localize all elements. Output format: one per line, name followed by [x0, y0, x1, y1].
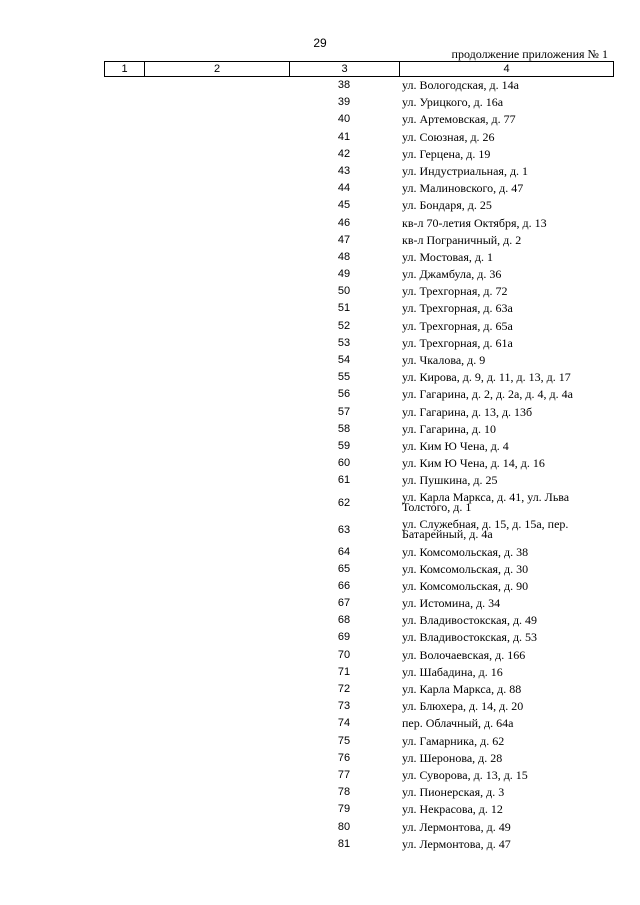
- row-address: ул. Комсомольская, д. 90: [402, 578, 529, 593]
- row-address: ул. Пионерская, д. 3: [402, 785, 505, 800]
- table-row: [0, 385, 640, 402]
- row-address: ул. Комсомольская, д. 30: [402, 561, 529, 576]
- row-number: 40: [337, 113, 351, 126]
- page-number: 29: [313, 36, 327, 50]
- table-row: [0, 196, 640, 213]
- row-number: 61: [337, 474, 351, 487]
- row-address: ул. Ким Ю Чена, д. 4: [402, 438, 509, 453]
- row-address: ул. Шеронова, д. 28: [402, 750, 503, 765]
- table-row: [0, 248, 640, 265]
- row-number: 65: [337, 562, 351, 575]
- row-number: 79: [337, 803, 351, 816]
- table-row: [0, 145, 640, 162]
- table-row: [0, 489, 640, 516]
- row-number: 68: [337, 614, 351, 627]
- table-row: [0, 594, 640, 611]
- table-row: [0, 351, 640, 368]
- row-number: 75: [337, 734, 351, 747]
- row-address: ул. Блюхера, д. 14, д. 20: [402, 699, 524, 714]
- table-row: [0, 818, 640, 835]
- table-row: [0, 800, 640, 817]
- table-row: [0, 663, 640, 680]
- row-address: ул. Малиновского, д. 47: [402, 181, 524, 196]
- row-address: ул. Трехгорная, д. 61а: [402, 335, 513, 350]
- row-address: ул. Служебная, д. 15, д. 15а, пер. Батарейный, д. 4а: [402, 516, 569, 541]
- row-address: пер. Облачный, д. 64а: [402, 716, 514, 731]
- header-col-3: 3: [290, 62, 400, 77]
- row-number: 45: [337, 199, 351, 212]
- row-number: 49: [337, 268, 351, 281]
- row-number: 52: [337, 319, 351, 332]
- row-number: 41: [337, 130, 351, 143]
- row-address: ул. Карла Маркса, д. 88: [402, 682, 522, 696]
- row-number: 66: [337, 579, 351, 592]
- row-address: ул. Индустриальная, д. 1: [402, 163, 529, 178]
- table-row: [0, 162, 640, 179]
- table-row: [0, 265, 640, 282]
- table-row: [0, 214, 640, 231]
- table-row: [0, 835, 640, 852]
- row-address: ул. Владивостокская, д. 49: [402, 613, 538, 628]
- row-address: ул. Ким Ю Чена, д. 14, д. 16: [402, 456, 545, 471]
- row-number: 44: [337, 182, 351, 195]
- table-row: [0, 628, 640, 645]
- row-address: ул. Гагарина, д. 13, д. 13б: [402, 404, 533, 419]
- row-number: 56: [337, 388, 351, 401]
- table-row: [0, 749, 640, 766]
- row-number: 81: [337, 837, 351, 850]
- table-row: [0, 732, 640, 749]
- row-address: ул. Вологодская, д. 14а: [402, 78, 519, 92]
- table-row: [0, 76, 640, 93]
- table-row: [0, 714, 640, 731]
- table-row: [0, 516, 640, 543]
- table-row: [0, 543, 640, 560]
- table-row: [0, 334, 640, 351]
- row-address: ул. Чкалова, д. 9: [402, 353, 486, 367]
- table-row: [0, 437, 640, 454]
- row-number: 78: [337, 786, 351, 799]
- table-row: [0, 454, 640, 471]
- table-row: [0, 93, 640, 110]
- row-address: ул. Гагарина, д. 2, д. 2а, д. 4, д. 4а: [402, 387, 573, 402]
- row-number: 76: [337, 751, 351, 764]
- row-address: ул. Комсомольская, д. 38: [402, 544, 529, 559]
- table-row: [0, 471, 640, 488]
- row-address: ул. Волочаевская, д. 166: [402, 647, 526, 662]
- table-row: [0, 299, 640, 316]
- row-address: ул. Шабадина, д. 16: [402, 664, 503, 679]
- row-number: 60: [337, 457, 351, 470]
- row-number: 69: [337, 631, 351, 644]
- row-address: ул. Лермонтова, д. 49: [402, 819, 511, 834]
- row-number: 80: [337, 820, 351, 833]
- header-row: [105, 62, 614, 77]
- row-number: 71: [337, 665, 351, 678]
- table-row: [0, 128, 640, 145]
- table-row: [0, 179, 640, 196]
- table-row: [0, 420, 640, 437]
- row-address: ул. Лермонтова, д. 47: [402, 836, 511, 851]
- row-address: ул. Джамбула, д. 36: [402, 267, 502, 282]
- table-row: [0, 110, 640, 127]
- row-number: 43: [337, 164, 351, 177]
- table-row: [0, 611, 640, 628]
- row-address: ул. Артемовская, д. 77: [402, 112, 516, 127]
- table-row: [0, 697, 640, 714]
- row-address: ул. Гагарина, д. 10: [402, 421, 496, 436]
- row-number: 67: [337, 597, 351, 610]
- table-row: [0, 231, 640, 248]
- row-address: ул. Мостовая, д. 1: [402, 249, 494, 264]
- row-number: 63: [337, 523, 351, 536]
- row-number: 70: [337, 648, 351, 661]
- row-address: ул. Урицкого, д. 16а: [402, 95, 504, 110]
- row-number: 59: [337, 439, 351, 452]
- row-number: 77: [337, 768, 351, 781]
- header-col-2: 2: [145, 62, 290, 77]
- row-number: 55: [337, 371, 351, 384]
- row-address: ул. Пушкина, д. 25: [402, 473, 498, 488]
- row-number: 51: [337, 302, 351, 315]
- table-row: [0, 766, 640, 783]
- row-number: 73: [337, 700, 351, 713]
- table-row: [0, 403, 640, 420]
- header-col-4: 4: [400, 62, 614, 77]
- row-address: ул. Кирова, д. 9, д. 11, д. 13, д. 17: [402, 370, 571, 385]
- table-row: [0, 560, 640, 577]
- address-list: [0, 76, 640, 852]
- header-col-1: 1: [105, 62, 145, 77]
- table-row: [0, 282, 640, 299]
- row-address: ул. Карла Маркса, д. 41, ул. Льва Толстого, д. 1: [402, 489, 570, 514]
- row-address: ул. Некрасова, д. 12: [402, 802, 503, 817]
- table-row: [0, 680, 640, 697]
- row-number: 62: [337, 496, 351, 509]
- table-row: [0, 783, 640, 800]
- row-number: 39: [337, 96, 351, 109]
- row-number: 74: [337, 717, 351, 730]
- row-address: кв-л Пограничный, д. 2: [402, 232, 522, 247]
- row-number: 46: [337, 216, 351, 229]
- row-address: ул. Суворова, д. 13, д. 15: [402, 767, 528, 782]
- row-number: 47: [337, 233, 351, 246]
- row-address: ул. Союзная, д. 26: [402, 129, 495, 144]
- row-number: 54: [337, 354, 351, 366]
- table-row: [0, 646, 640, 663]
- column-header-table: [104, 61, 614, 77]
- row-number: 48: [337, 250, 351, 263]
- row-number: 64: [337, 545, 351, 558]
- table-row: [0, 317, 640, 334]
- row-number: 53: [337, 336, 351, 349]
- row-number: 50: [337, 285, 351, 298]
- row-number: 42: [337, 147, 351, 160]
- row-number: 57: [337, 405, 351, 418]
- row-address: ул. Трехгорная, д. 63а: [402, 301, 513, 316]
- row-address: ул. Бондаря, д. 25: [402, 198, 492, 213]
- continuation-note: продолжение приложения № 1: [451, 47, 608, 61]
- table-row: [0, 368, 640, 385]
- row-address: ул. Гамарника, д. 62: [402, 733, 505, 748]
- row-address: ул. Владивостокская, д. 53: [402, 630, 538, 645]
- row-address: ул. Истомина, д. 34: [402, 596, 501, 611]
- row-number: 58: [337, 422, 351, 435]
- row-address: ул. Герцена, д. 19: [402, 146, 491, 161]
- row-address: ул. Трехгорная, д. 65а: [402, 318, 513, 333]
- row-number: 38: [337, 79, 351, 91]
- row-address: кв-л 70-летия Октября, д. 13: [402, 215, 547, 230]
- row-address: ул. Трехгорная, д. 72: [402, 284, 508, 299]
- table-row: [0, 577, 640, 594]
- row-number: 72: [337, 683, 351, 695]
